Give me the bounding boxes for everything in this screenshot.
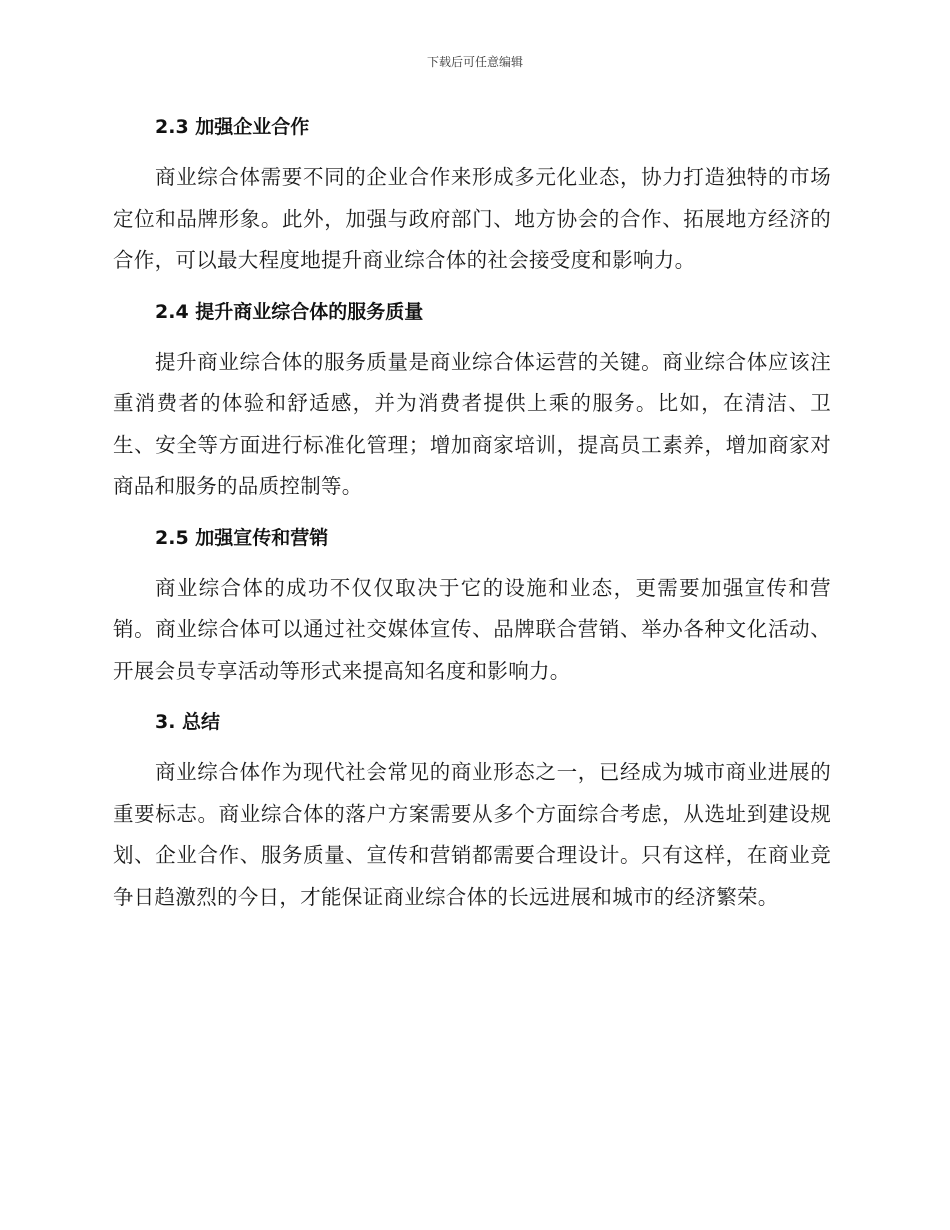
section-heading-2-3: 2.3 加强企业合作 [155,116,310,138]
page-header: 下载后可任意编辑 [426,55,523,69]
section-paragraph-3: 商业综合体作为现代社会常见的商业形态之一，已经成为城市商业进展的重要标志。商业综合体的落户方案需要从多个方面综合考虑，从选址到建设规划、企业合作、服务质量、宣传和营销都需要合理设计。只有这样，在商业竞争日趋激烈的今日，才能保证商业综合体的长远进展和城市的经济繁荣。 [113,760,831,909]
section-paragraph-2-4: 提升商业综合体的服务质量是商业综合体运营的关键。商业综合体应该注重消费者的体验和舒适感，并为消费者提供上乘的服务。比如，在清洁、卫生、安全等方面进行标准化管理；增加商家培训，提高员工素养，增加商家对商品和服务的品质控制等。 [113,349,831,498]
section-heading-3: 3. 总结 [155,711,221,733]
section-heading-2-4: 2.4 提升商业综合体的服务质量 [155,300,424,323]
section-heading-2-5: 2.5 加强宣传和营销 [155,526,329,549]
section-paragraph-2-3: 商业综合体需要不同的企业合作来形成多元化业态，协力打造独特的市场定位和品牌形象。此外，加强与政府部门、地方协会的合作、拓展地方经济的合作，可以最大程度地提升商业综合体的社会接受度和影响力。 [113,165,831,272]
document-body [113,111,831,932]
section-paragraph-2-5: 商业综合体的成功不仅仅取决于它的设施和业态，更需要加强宣传和营销。商业综合体可以通过社交媒体宣传、品牌联合营销、举办各种文化活动、开展会员专享活动等形式来提高知名度和影响力。 [113,575,831,683]
